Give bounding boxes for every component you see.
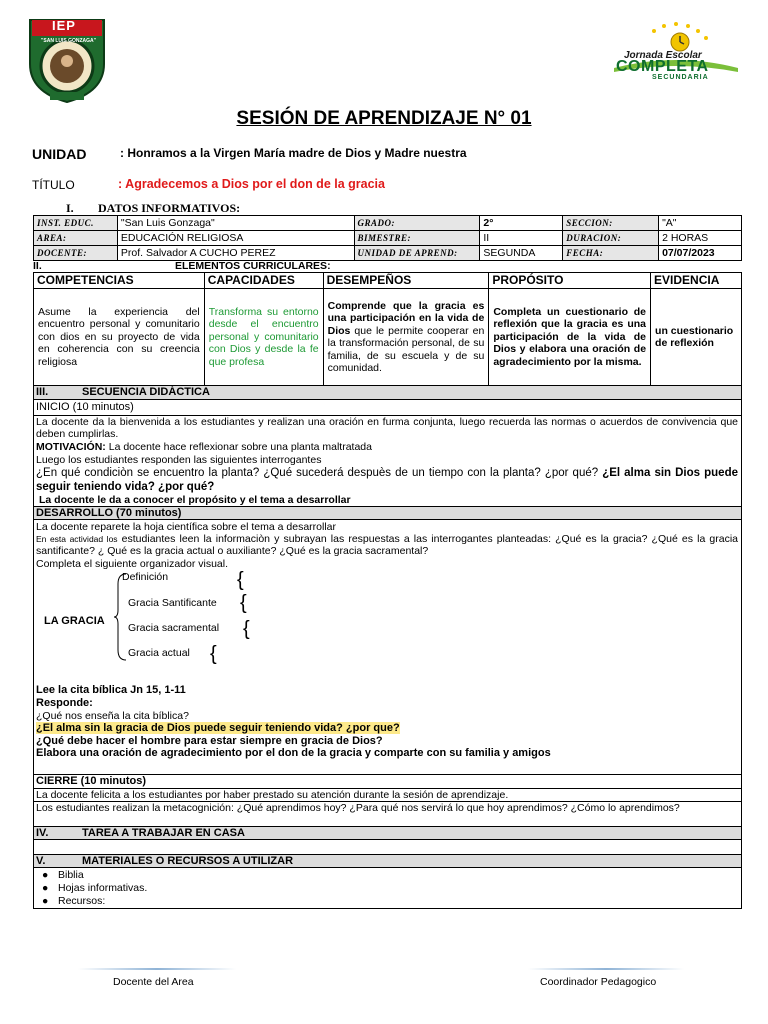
signature-line-right [528, 968, 684, 970]
bimestre-value: II [480, 231, 563, 246]
organizer-item-definicion: Definición [122, 571, 169, 583]
section-5-bar [34, 854, 741, 868]
area-label: AREA: [34, 231, 118, 246]
desarrollo-p2-text: estudiantes leen la informaciòn y subrayan las respuestas a las interrogantes planteadas: ¿Qué es la gracia? ¿Qué es la gracia santificante? ¿ Qué es la gracia actual o auxiliante? ¿Qué es la gracia sacramental? [36, 533, 738, 557]
motivacion-text: La docente hace reflexionar sobre una planta maltratada [105, 441, 372, 453]
seccion-value: "A" [659, 216, 742, 231]
area-value: EDUCACIÓN RELIGIOSA [117, 231, 354, 246]
responde-q4: Elabora una oración de agradecimiento por el don de la gracia y comparte con su familia y amigos [36, 747, 551, 759]
organizer-item-sacramental: Gracia sacramental [128, 622, 220, 634]
table-header-row [34, 273, 742, 289]
page-title: SESIÓN DE APRENDIZAJE N° 01 [236, 108, 532, 129]
desempenos-cell [323, 289, 489, 386]
table-row [34, 289, 742, 386]
responde-q3: ¿Qué debe hacer el hombre para estar siempre en gracia de Dios? [36, 735, 383, 747]
logo-ring-text: "SAN LUIS GONZAGA" [41, 38, 97, 44]
signature-line-left [78, 968, 236, 970]
section-5-number: V. [36, 855, 46, 867]
fecha-value: 07/07/2023 [659, 246, 742, 261]
brace-icon: { [210, 643, 217, 665]
organizer-title: LA GRACIA [44, 615, 105, 627]
grado-value: 2° [480, 216, 563, 231]
titulo-value: : Agradecemos a Dios por el don de la gracia [118, 177, 385, 191]
section-1-number: I. [66, 201, 74, 215]
unidad-value: : Honramos a la Virgen María madre de Dios y Madre nuestra [120, 146, 467, 160]
responde-q1: ¿Qué nos enseña la cita bíblica? [36, 710, 189, 722]
inst-value: "San Luis Gonzaga" [117, 216, 354, 231]
secuencia-box [33, 385, 742, 909]
brace-icon: { [243, 618, 250, 640]
responde-q2-line [36, 722, 738, 734]
header-proposito: PROPÓSITO [489, 273, 651, 289]
list-item [42, 869, 84, 882]
logo-right-main: COMPLETA [616, 58, 709, 75]
logo-right-top: Jornada Escolar [624, 50, 702, 61]
inicio-q1 [36, 466, 738, 494]
inicio-p2: Luego los estudiantes responden las siguientes interrogantes [36, 454, 322, 466]
cierre-p2: Los estudiantes realizan la metacognición: ¿Qué aprendimos hoy? ¿Para qué nos servirá lo que hoy aprendimos? ¿Cómo lo aprendimos? [36, 802, 680, 814]
section-2-number: II. [33, 260, 42, 272]
section-3-bar [34, 386, 741, 400]
section-4-title: TAREA A TRABAJAR EN CASA [82, 827, 245, 839]
desarrollo-p2 [36, 533, 738, 557]
responde-q2: ¿El alma sin la gracia de Dios puede seguir teniendo vida? ¿por que? [36, 722, 400, 734]
material-2: Hojas informativas. [58, 882, 148, 894]
info-table [33, 215, 742, 261]
section-5-title: MATERIALES O RECURSOS A UTILIZAR [82, 855, 294, 867]
desarrollo-p3: Completa el siguiente organizador visual. [36, 558, 229, 570]
header-competencias: COMPETENCIAS [34, 273, 205, 289]
docente-value: Prof. Salvador A CUCHO PEREZ [117, 246, 354, 261]
bullet-icon: ● [42, 895, 49, 907]
proposito-cell: Completa un cuestionario de reflexión que la gracia es una participación de la vida de Dios y elabora una oración de agradecimiento por la misma. [489, 289, 651, 386]
big-brace-icon [114, 572, 128, 662]
header-desempenos: DESEMPEÑOS [323, 273, 489, 289]
table-row [34, 246, 742, 261]
grado-label: GRADO: [354, 216, 480, 231]
desarrollo-title: DESARROLLO (70 minutos) [36, 507, 182, 519]
cierre-title: CIERRE (10 minutos) [36, 775, 147, 787]
desarrollo-bar [34, 506, 741, 520]
bullet-icon: ● [42, 869, 49, 881]
signature-docente: Docente del Area [113, 976, 194, 988]
brace-icon: { [237, 569, 244, 591]
logo-right-sub: SECUNDARIA [652, 74, 709, 81]
duracion-label: DURACION: [563, 231, 659, 246]
unidad-aprend-label: UNIDAD DE APREND: [354, 246, 480, 261]
header-evidencia: EVIDENCIA [651, 273, 742, 289]
table-row [34, 216, 742, 231]
jec-logo [612, 20, 740, 82]
desempenos-bold: Comprende que la gracia es una participación en la vida de Dios [327, 299, 485, 337]
section-4-bar [34, 826, 741, 840]
section-1-title: DATOS INFORMATIVOS: [98, 201, 241, 215]
docente-label: DOCENTE: [34, 246, 118, 261]
inicio-p1: La docente da la bienvenida a los estudiantes y realizan una oración en furma conjunta, luego recuerda las normas o acuerdos de convivencia que deben cumplirlas. [36, 416, 738, 440]
curricular-table [33, 272, 742, 386]
list-item [42, 882, 147, 895]
seccion-label: SECCION: [563, 216, 659, 231]
list-item [42, 895, 105, 908]
competencias-cell: Asume la experiencia del encuentro personal y comunitario con dios en su proyecto de vida en coherencia con su creencia religiosa [34, 289, 205, 386]
desempenos-rest: que le permite cooperar en la transformación personal, de su familia, de su escuela y de su comunidad. [327, 324, 485, 374]
unidad-label: UNIDAD [32, 146, 87, 162]
inst-label: INST. EDUC. [34, 216, 118, 231]
signature-coordinador: Coordinador Pedagogico [540, 976, 657, 988]
motivacion-line [36, 441, 738, 453]
unidad-aprend-value: SEGUNDA [480, 246, 563, 261]
titulo-label: TÍTULO [32, 178, 75, 192]
material-1: Biblia [58, 869, 84, 881]
school-logo [22, 14, 112, 104]
section-2-title: ELEMENTOS CURRICULARES: [175, 260, 331, 272]
section-1-heading [66, 201, 241, 216]
bullet-icon: ● [42, 882, 49, 894]
evidencia-cell: un cuestionario de reflexión [651, 289, 742, 386]
inicio-p3: La docente le da a conocer el propósito y el tema a desarrollar [39, 494, 351, 506]
material-3: Recursos: [58, 895, 106, 907]
table-row [34, 231, 742, 246]
section-3-title: SECUENCIA DIDÁCTICA [82, 386, 210, 398]
organizer-item-actual: Gracia actual [128, 647, 190, 659]
bimestre-label: BIMESTRE: [354, 231, 480, 246]
responde-label: Responde: [36, 697, 93, 709]
cita-biblica: Lee la cita bíblica Jn 15, 1-11 [36, 684, 186, 696]
desarrollo-p2-small: En esta actividad los [36, 534, 118, 544]
cierre-p1: La docente felicita a los estudiantes por haber prestado su atención durante la sesión de aprendizaje. [36, 789, 509, 801]
section-4-number: IV. [36, 827, 49, 839]
motivacion-label: MOTIVACIÓN: [36, 441, 106, 453]
brace-icon: { [240, 592, 247, 614]
inicio-q1-text: ¿En qué condiciòn se encuentro la planta? ¿Qué sucederá despuès de un tiempo con la planta? ¿por qué? [36, 467, 603, 479]
fecha-label: FECHA: [563, 246, 659, 261]
inicio-title: INICIO (10 minutos) [36, 401, 134, 413]
section-2-heading [33, 260, 331, 272]
duracion-value: 2 HORAS [659, 231, 742, 246]
capacidades-cell: Transforma su entorno desde el encuentro personal y comunitario con Dios y desde la fe que profesa [204, 289, 323, 386]
organizer-item-santificante: Gracia Santificante [128, 597, 217, 609]
desarrollo-p1: La docente reparete la hoja científica sobre el tema a desarrollar [36, 521, 337, 533]
section-3-number: III. [36, 386, 49, 398]
inicio-q1-bold: ¿El alma sin Dios puede seguir teniendo vida? ¿por qué? [36, 467, 738, 493]
logo-text: IEP [52, 18, 76, 33]
header-capacidades: CAPACIDADES [204, 273, 323, 289]
